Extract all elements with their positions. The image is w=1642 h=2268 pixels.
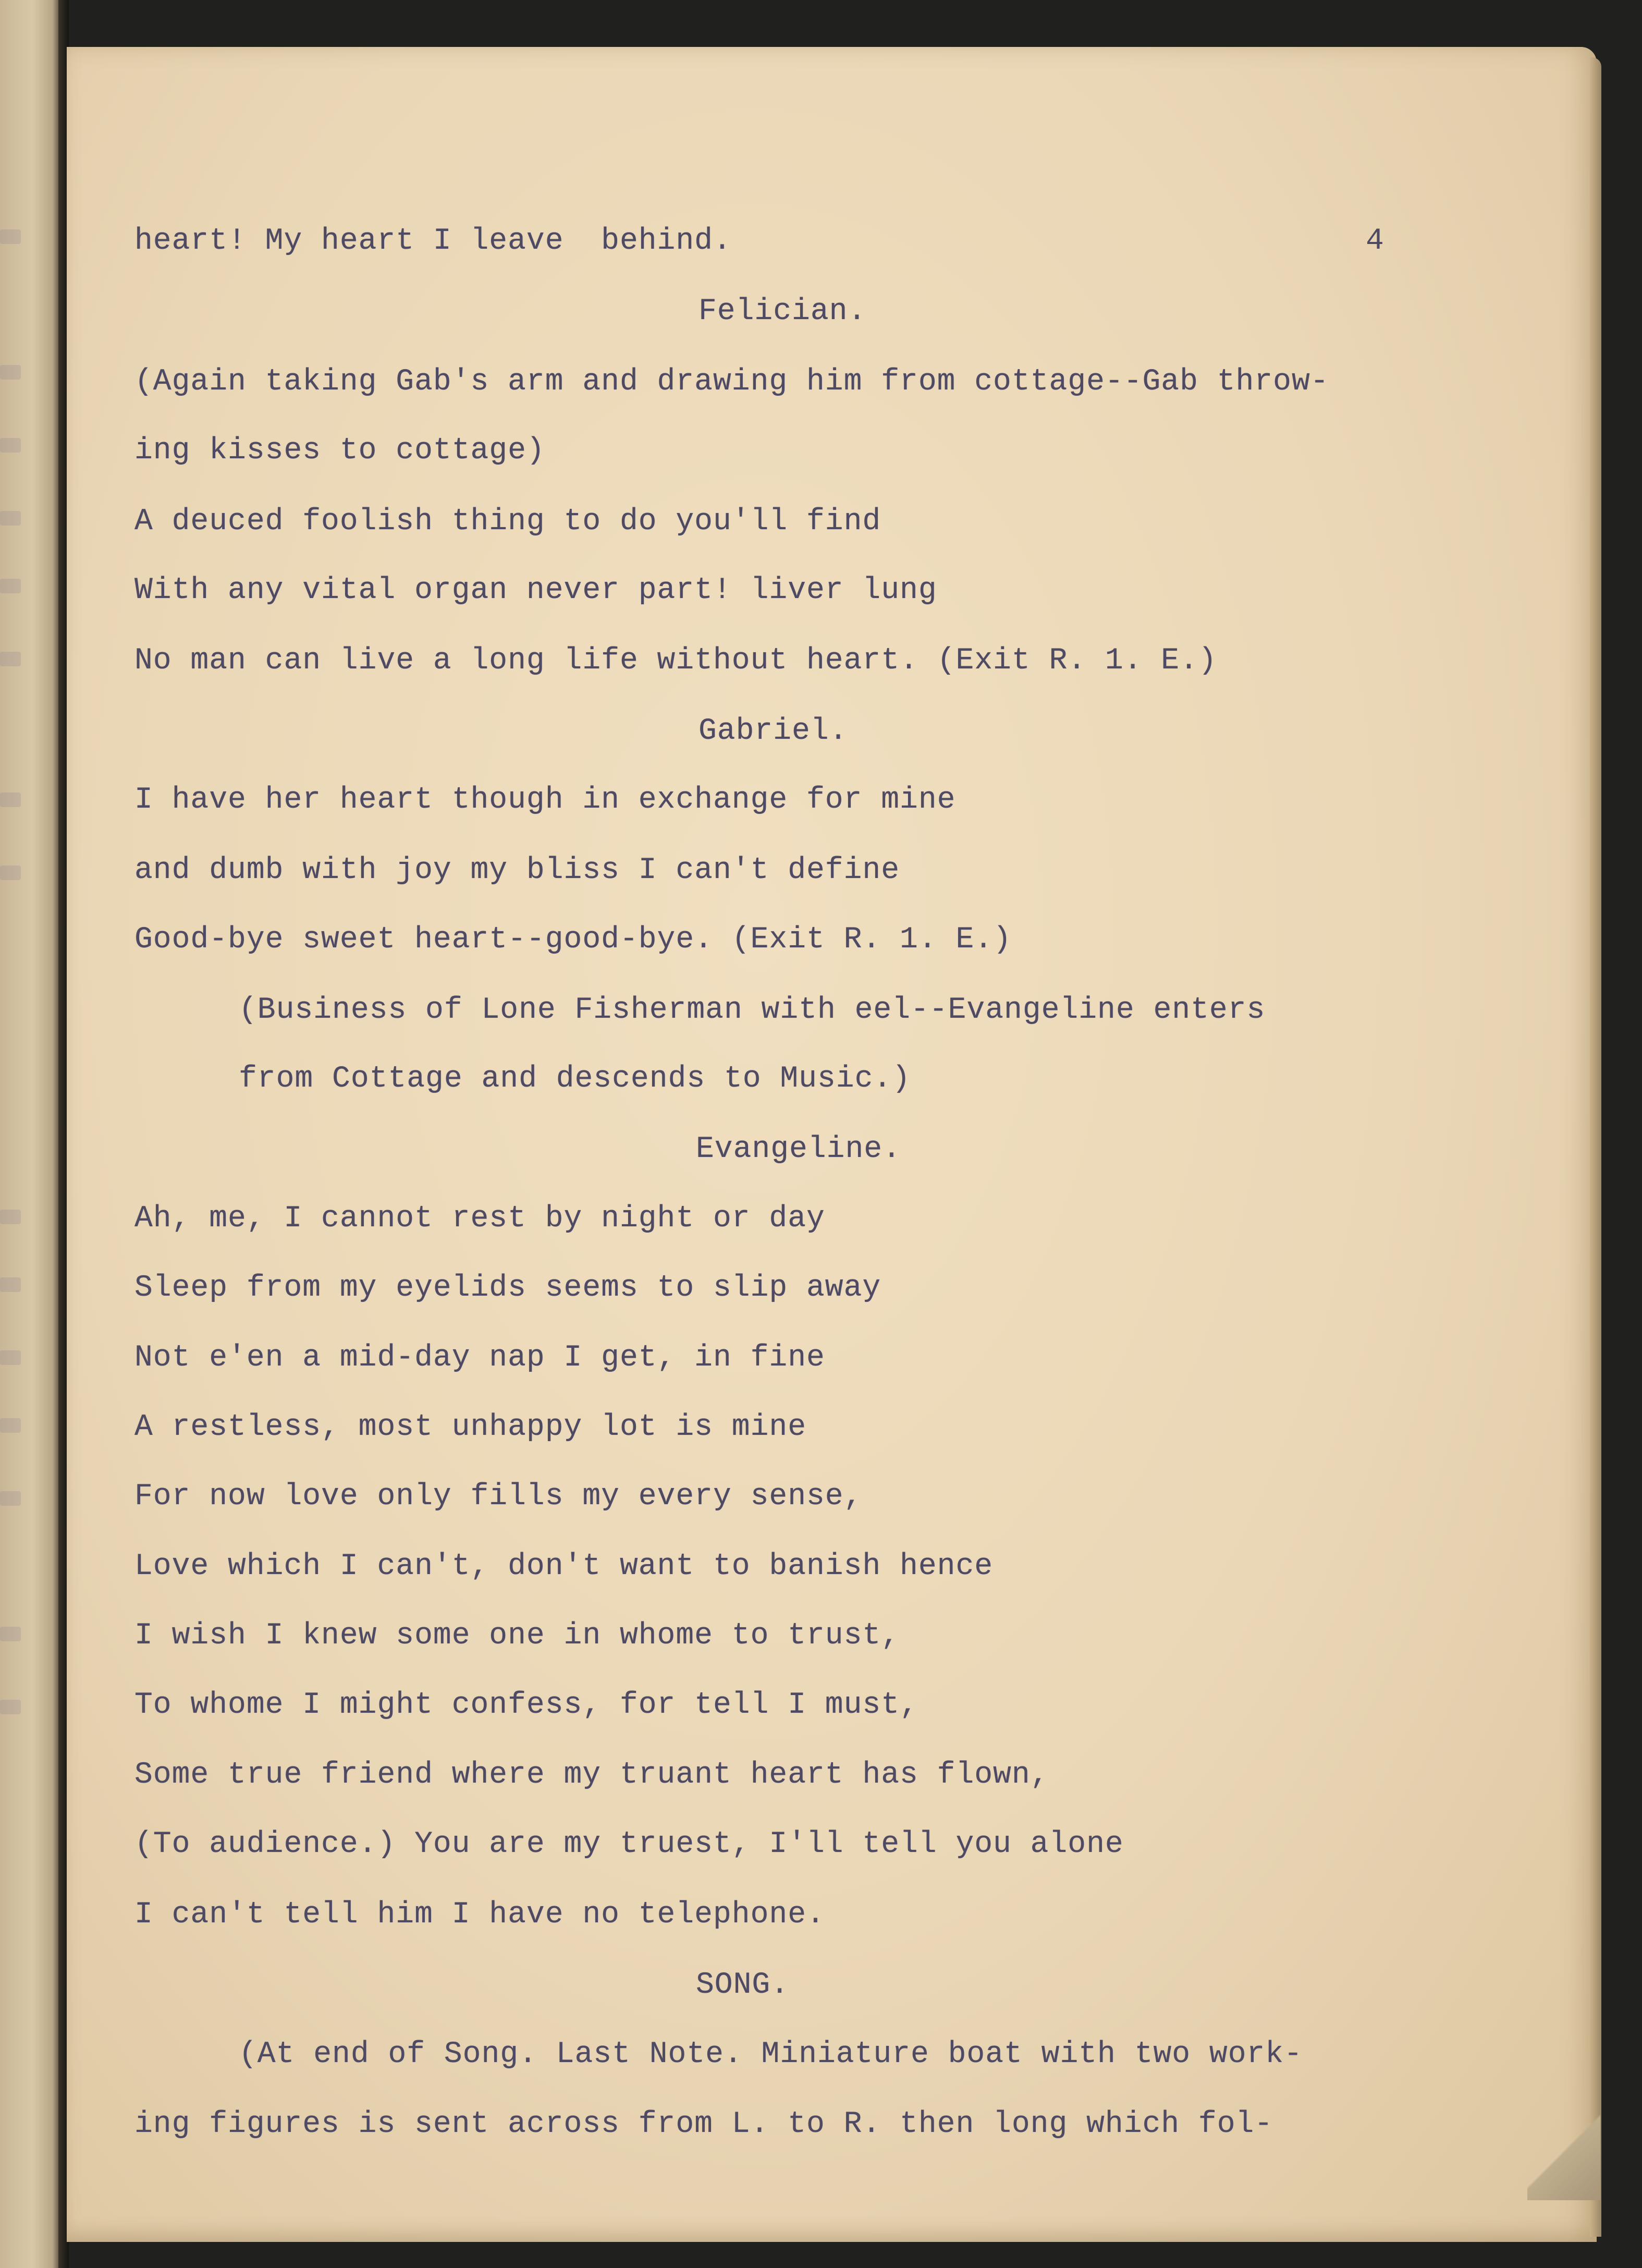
text-line: I wish I knew some one in whome to trust,: [134, 1619, 900, 1653]
text-line: (To audience.) You are my truest, I'll tell you alone: [134, 1827, 1124, 1861]
text-line: A restless, most unhappy lot is mine: [134, 1410, 807, 1444]
stage-direction: from Cottage and descends to Music.): [239, 1062, 911, 1096]
text-line: heart! My heart I leave behind.: [134, 224, 732, 258]
text-line: Sleep from my eyelids seems to slip away: [134, 1271, 881, 1305]
text-line: Good-bye sweet heart--good-bye. (Exit R. 1. E.): [134, 923, 1012, 957]
text-line: I can't tell him I have no telephone.: [134, 1898, 825, 1932]
text-line: No man can live a long life without heart. (Exit R. 1. E.): [134, 644, 1217, 678]
text-line: Not e'en a mid-day nap I get, in fine: [134, 1341, 825, 1375]
text-line: A deuced foolish thing to do you'll find: [134, 505, 881, 539]
text-line: For now love only fills my every sense,: [134, 1480, 863, 1514]
text-line: and dumb with joy my bliss I can't define: [134, 853, 900, 887]
text-line: I have her heart though in exchange for mine: [134, 783, 956, 817]
text-line: With any vital organ never part! liver lung: [134, 574, 937, 607]
speaker-name: Felician.: [699, 295, 867, 328]
stage-direction: (Again taking Gab's arm and drawing him from cottage--Gab throw-: [134, 365, 1329, 399]
text-line: Ah, me, I cannot rest by night or day: [134, 1202, 825, 1236]
speaker-name: Gabriel.: [699, 714, 848, 748]
stage-direction: (At end of Song. Last Note. Miniature boat with two work-: [239, 2038, 1303, 2071]
stage-direction: ing kisses to cottage): [134, 434, 545, 468]
text-line: Love which I can't, don't want to banish hence: [134, 1550, 994, 1583]
stage-direction: (Business of Lone Fisherman with eel--Evangeline enters: [239, 993, 1266, 1027]
text-line: Some true friend where my truant heart has flown,: [134, 1758, 1049, 1792]
song-heading: SONG.: [696, 1968, 790, 2002]
page-number: 4: [1366, 224, 1384, 258]
text-line: To whome I might confess, for tell I must,: [134, 1688, 918, 1722]
stage-direction: ing figures is sent across from L. to R. then long which fol-: [134, 2107, 1273, 2141]
speaker-name: Evangeline.: [696, 1132, 901, 1166]
